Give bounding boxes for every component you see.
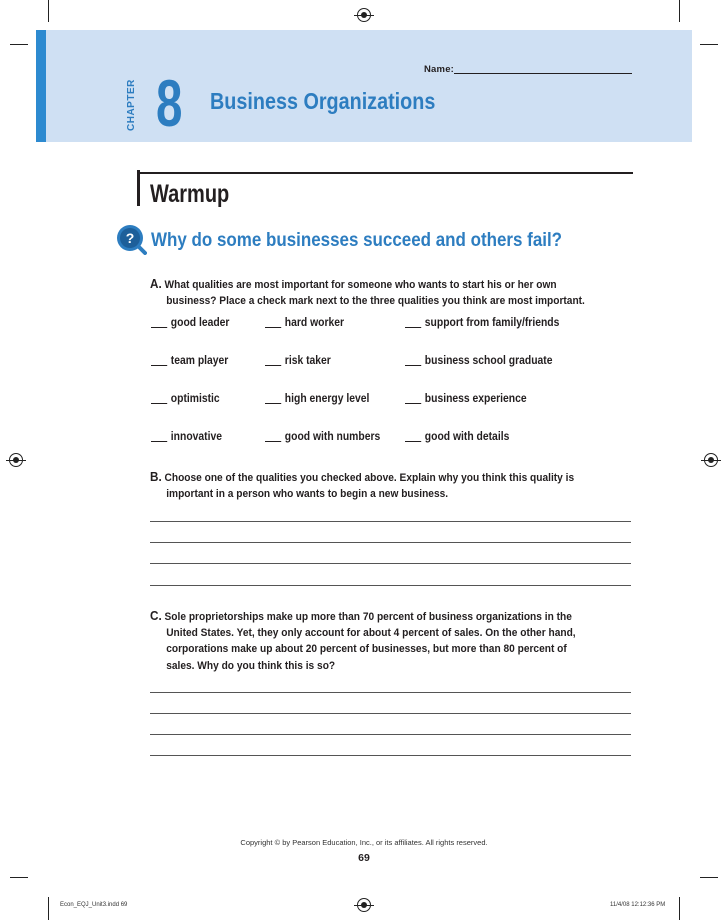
check-blank[interactable] [265,365,281,366]
part-c-letter: C. [150,608,162,623]
check-blank[interactable] [405,403,421,404]
part-b-letter: B. [150,469,162,484]
part-b-line-1: Choose one of the qualities you checked above. Explain why you think this quality is [164,472,575,484]
crop-mark [700,877,718,878]
crop-mark [10,877,28,878]
quality-option[interactable]: business school graduate [405,355,552,367]
quality-option[interactable]: business experience [405,393,527,405]
chapter-label: CHAPTER [126,79,137,131]
quality-option[interactable]: good leader [151,317,229,329]
check-blank[interactable] [151,327,167,328]
check-blank[interactable] [151,441,167,442]
section-title: Warmup [150,180,230,208]
part-a-letter: A. [150,276,162,291]
quality-option[interactable]: innovative [151,431,222,443]
quality-option[interactable]: support from family/friends [405,317,559,329]
answer-line[interactable] [150,734,631,735]
copyright-notice: Copyright © by Pearson Education, Inc., or its affiliates. All rights reserved. [240,838,488,847]
part-a-prompt [150,276,600,309]
name-label: Name: [424,64,455,75]
registration-mark-icon [357,898,371,912]
check-blank[interactable] [151,403,167,404]
part-b-prompt [150,469,600,502]
part-a-line-1: What qualities are most important for someone who wants to start his or her own [164,279,557,291]
part-c-line-2: United States. Yet, they only account for about 4 percent of sales. On the other hand, [166,627,576,640]
name-input-line[interactable] [454,73,632,74]
answer-line[interactable] [150,713,631,714]
page-number: 69 [358,852,370,864]
crop-mark [48,897,49,920]
timestamp-slug: 11/4/08 12:12:36 PM [610,902,666,908]
answer-line[interactable] [150,563,631,564]
check-blank[interactable] [265,327,281,328]
registration-mark-icon [9,453,23,467]
answer-line[interactable] [150,521,631,522]
part-c-prompt [150,608,600,674]
quality-option[interactable]: risk taker [265,355,331,367]
check-blank[interactable] [405,441,421,442]
crop-mark [700,44,718,45]
svg-text:?: ? [125,230,135,246]
crop-mark [48,0,49,22]
crop-mark [679,0,680,22]
crop-mark [679,897,680,920]
part-c-line-1: Sole proprietorships make up more than 70 percent of business organizations in the [164,611,572,623]
quality-option[interactable]: good with details [405,431,509,443]
section-bracket [137,170,140,206]
answer-line[interactable] [150,585,631,586]
part-c-line-3: corporations make up about 20 percent of businesses, but more than 80 percent of [166,643,567,656]
check-blank[interactable] [405,327,421,328]
check-blank[interactable] [405,365,421,366]
check-blank[interactable] [265,403,281,404]
quality-option[interactable]: good with numbers [265,431,380,443]
registration-mark-icon [704,453,718,467]
registration-mark-icon [357,8,371,22]
essential-question: Why do some businesses succeed and others fail? [151,229,563,251]
part-c-line-4: sales. Why do you think this is so? [166,659,336,672]
chapter-title: Business Organizations [210,88,436,114]
chapter-number: 8 [156,66,183,140]
answer-line[interactable] [150,692,631,693]
file-slug: Econ_EQJ_Unit3.indd 69 [60,902,128,908]
quality-option[interactable]: high energy level [265,393,369,405]
header-accent-stripe [36,30,46,142]
quality-option[interactable]: team player [151,355,228,367]
part-a-line-2: business? Place a check mark next to the three qualities you think are most important. [166,295,585,308]
quality-option[interactable]: hard worker [265,317,344,329]
check-blank[interactable] [151,365,167,366]
part-b-line-2: important in a person who wants to begin a new business. [166,488,449,501]
check-blank[interactable] [265,441,281,442]
section-rule [137,172,633,174]
essential-question-icon [115,223,147,255]
answer-line[interactable] [150,755,631,756]
crop-mark [10,44,28,45]
quality-option[interactable]: optimistic [151,393,220,405]
answer-line[interactable] [150,542,631,543]
